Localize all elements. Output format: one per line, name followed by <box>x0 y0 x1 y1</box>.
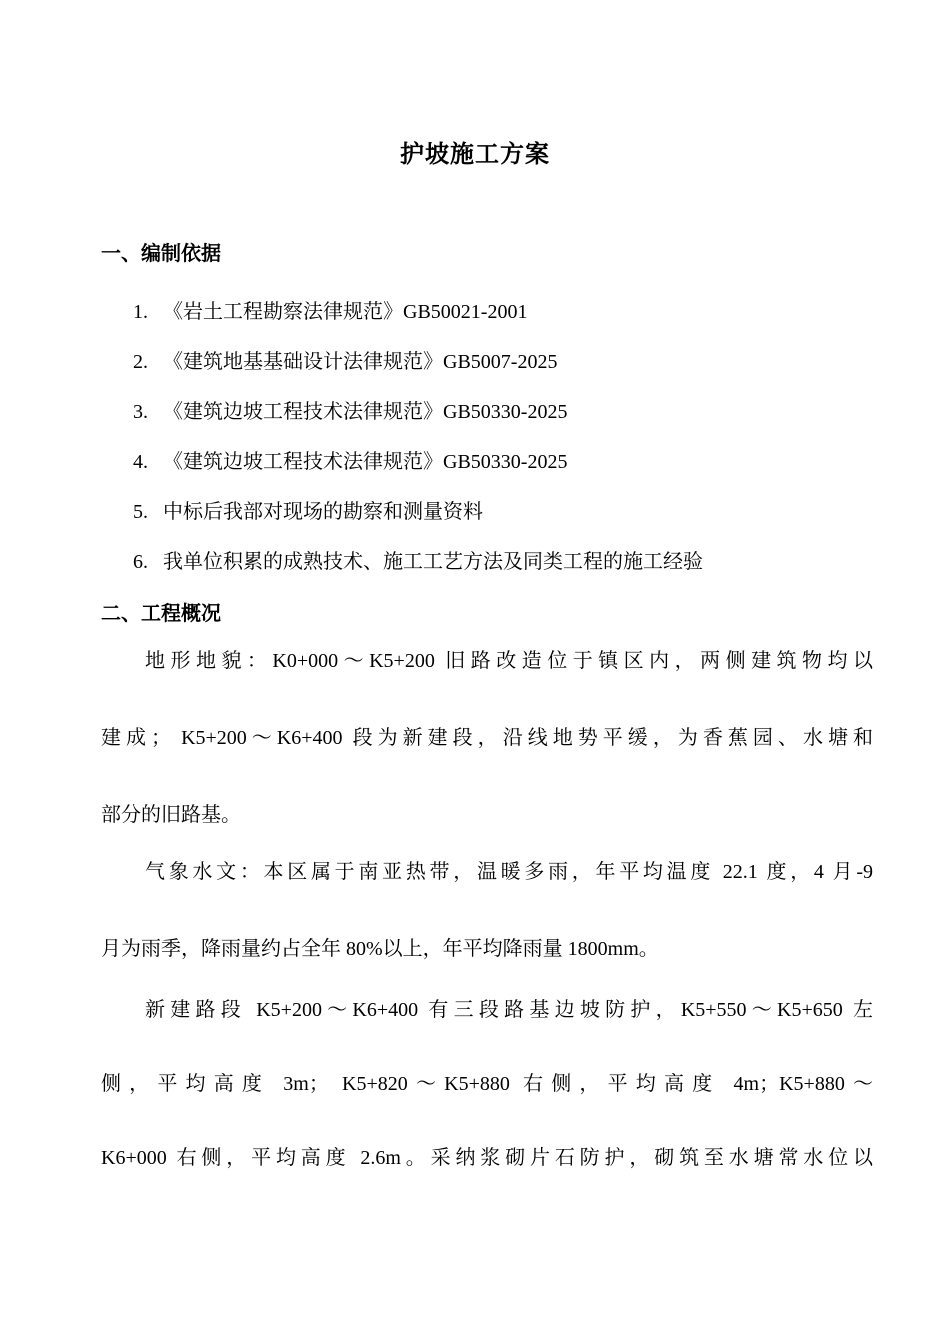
list-item: 3. 《建筑边坡工程技术法律规范》GB50330-2025 <box>133 401 568 423</box>
list-item: 2. 《建筑地基基础设计法律规范》GB5007-2025 <box>133 351 558 373</box>
paragraph-slope-protection: 新建路段 K5+200～K6+400 有三段路基边坡防护，K5+550～K5+650 左 侧，平均高度 3m； K5+820～K5+880 右侧，平均高度 4m；K5+880～ K6+000 右侧，平均高度 2.6m。采纳浆砌片石防护，砌筑至水塘常水位以 <box>101 999 873 1169</box>
list-item: 5. 中标后我部对现场的勘察和测量资料 <box>133 501 483 523</box>
basis-list <box>133 298 703 598</box>
paragraph-climate: 气象水文：本区属于南亚热带，温暖多雨，年平均温度 22.1 度，4 月-9 月为雨季，降雨量约占全年 80%以上，年平均降雨量 1800mm。 <box>101 861 873 960</box>
list-item: 4. 《建筑边坡工程技术法律规范》GB50330-2025 <box>133 451 568 473</box>
paragraph-terrain: 地形地貌：K0+000～K5+200 旧路改造位于镇区内，两侧建筑物均以 建成； K5+200～K6+400 段为新建段，沿线地势平缓，为香蕉园、水塘和 部分的旧路基。 <box>101 650 873 826</box>
document-title: 护坡施工方案 <box>400 140 550 168</box>
list-item: 6. 我单位积累的成熟技术、施工工艺方法及同类工程的施工经验 <box>133 551 703 573</box>
list-item: 1. 《岩土工程勘察法律规范》GB50021-2001 <box>133 301 528 323</box>
section-heading-basis: 一、编制依据 <box>101 241 221 265</box>
section-heading-overview: 二、工程概况 <box>101 601 221 625</box>
